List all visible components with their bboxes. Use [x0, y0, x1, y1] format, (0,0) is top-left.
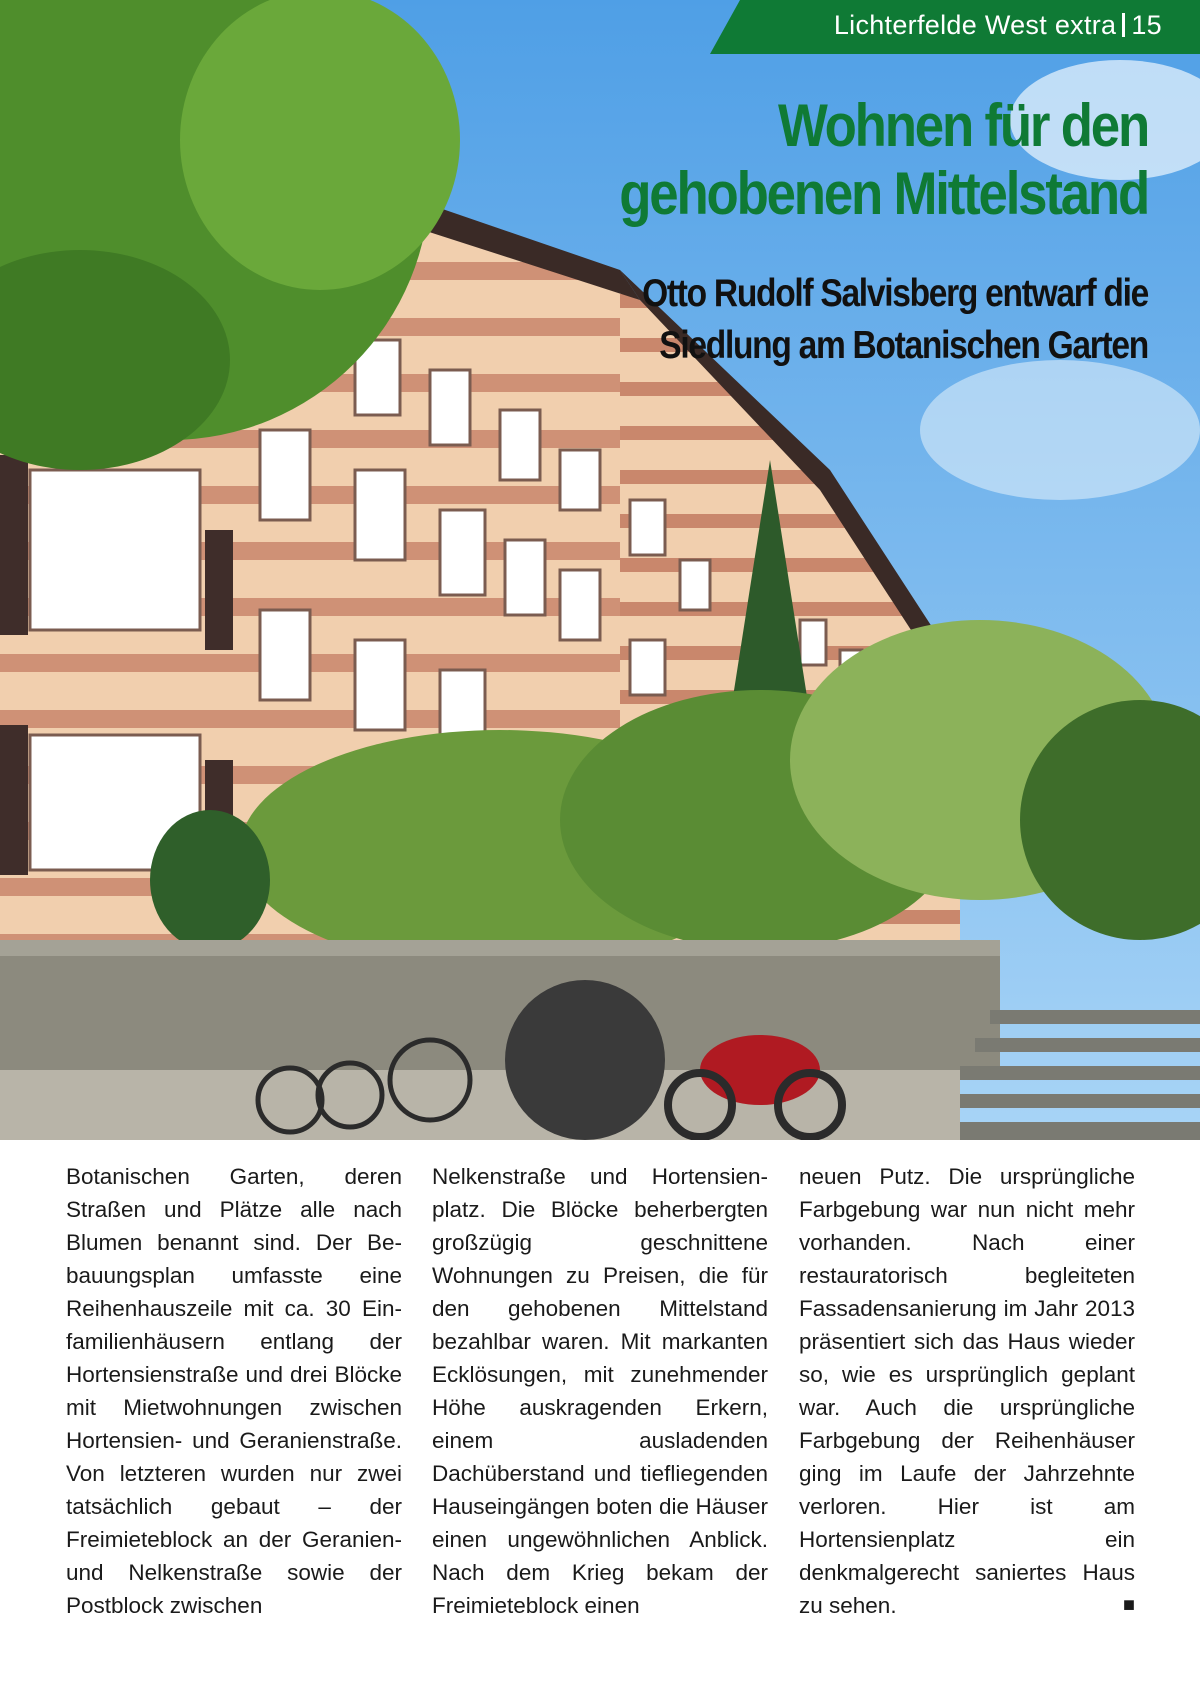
article-column-3 — [799, 1160, 1135, 1622]
article-subtitle: Otto Rudolf Salvisberg entwarf die Siedlung am Botanischen Garten — [642, 272, 1148, 367]
article-column-1: Botanischen Garten, deren Straßen und Plätze alle nach Blumen benannt sind. Der Bebauungsplan umfasste eine Reihenhauszeile mit ca. 30 Einfamilienhäusern entlang der Hortensienstraße und drei Blöcke mit Mietwohnungen zwischen Hortensien- und Geranienstraße. Von letzteren wurden nur zwei tatsächlich gebaut – der Freimieteblock an der Geranien- und Nelkenstraße sowie der Postblock zwischen — [66, 1164, 402, 1618]
section-name: Lichterfelde West extra — [833, 10, 1117, 40]
article-body — [66, 1160, 1134, 1640]
page-number: 15 — [1131, 10, 1162, 40]
end-mark: ■ — [1122, 1594, 1135, 1616]
article-column-3-text: neuen Putz. Die ursprüngliche Farbgebung war nun nicht mehr vorhanden. Nach einer restauratorisch begleiteten Fassadensanierung im Jahr 2013 präsentiert sich das Haus wieder so, wie es ursprünglich geplant war. Auch die ursprüngliche Farbgebung der Reihenhäuser ging im Laufe der Jahrzehnte verloren. Hier ist am Hortensienplatz ein denkmalgerecht saniertes Haus zu sehen. — [799, 1164, 1135, 1618]
header-separator — [1122, 13, 1125, 37]
article-title: Wohnen für den gehobenen Mittelstand — [619, 92, 1148, 227]
article-column-2: Nelkenstraße und Hortensienplatz. Die Blöcke beherbergten großzügig geschnittene Wohnungen zu Preisen, die für den gehobenen Mittelstand bezahlbar waren. Mit markanten Ecklösungen, mit zunehmender Höhe auskragenden Erkern, einem ausladenden Dachüberstand und tiefliegenden Hauseingängen boten die Häuser einen ungewöhnlichen Anblick. Nach dem Krieg bekam der Freimieteblock einen — [432, 1164, 768, 1618]
section-header — [834, 10, 1162, 41]
